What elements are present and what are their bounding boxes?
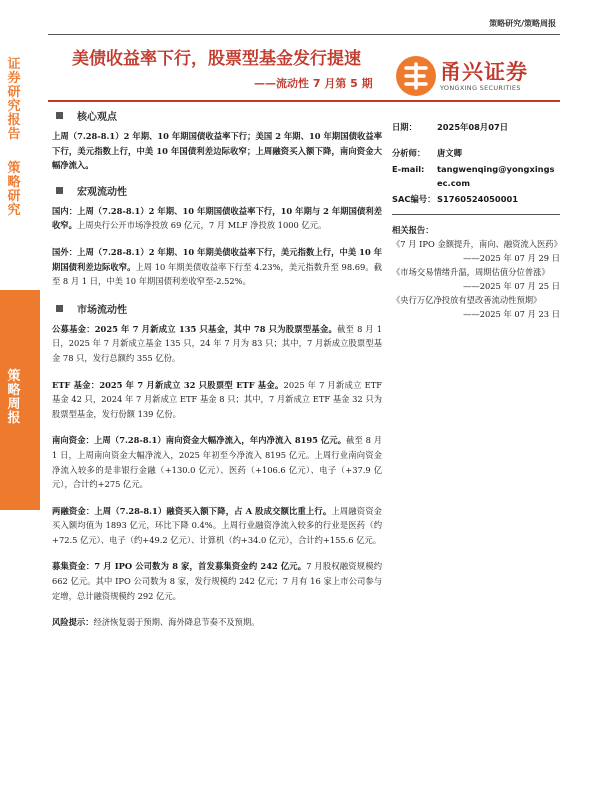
section-macro-title bbox=[52, 183, 382, 198]
market-southbound-headline: 南向资金：上周（7.28-8.1）南向资金大幅净流入，年内净流入 8195 亿元。 bbox=[52, 435, 347, 446]
sidebar-label-strategy: 策略研究 bbox=[7, 161, 21, 218]
related-report-title: 《市场交易情绪升温，周期估值分位普涨》 bbox=[392, 267, 550, 277]
bullet-square-icon bbox=[56, 305, 63, 312]
company-logo bbox=[392, 50, 572, 100]
related-report-date: ——2025 年 07 月 23 日 bbox=[463, 309, 560, 319]
bullet-square-icon bbox=[56, 112, 63, 119]
info-panel bbox=[392, 120, 560, 321]
sac-row bbox=[392, 192, 560, 206]
analyst-name: 唐文卿 bbox=[437, 148, 462, 158]
related-report-title: 《央行万亿净投放有望改善流动性预期》 bbox=[392, 295, 542, 305]
bullet-square-icon bbox=[56, 187, 63, 194]
market-margin-body: 上周融资资金买入额均值为 1893 亿元，环比下降 0.4%。上周行业融资净流入较多的行业是医药（约+72.5 亿元）、电子（约+49.2 亿元）、计算机（约+34.0 亿元），合计约+155.6 亿元。 bbox=[52, 505, 382, 545]
risk-warning bbox=[52, 615, 382, 630]
sac-label: SAC编号： bbox=[392, 194, 436, 204]
related-report-item[interactable] bbox=[392, 237, 560, 265]
market-margin-headline: 两融资金：上周（7.28-8.1）融资买入额下降，占 A 股成交额比重上行。 bbox=[52, 505, 332, 516]
macro-domestic bbox=[52, 204, 382, 233]
market-southbound-body: 截至 8 月 1 日，上周南向资金大幅净流入，2025 年初至今净流入 8195 亿元。上周行业南向资金净流入较多的是非银行金融（+130.0 亿元）、医药（+106.6 亿元）、电子（+37.9 亿元），合计约+275 亿元。 bbox=[52, 435, 382, 490]
related-reports-title: 相关报告： bbox=[392, 225, 434, 235]
header-divider bbox=[48, 100, 560, 102]
report-title: 美债收益率下行，股票型基金发行提速 bbox=[72, 49, 361, 69]
macro-domestic-body: 上周央行公开市场净投放 69 亿元，7 月 MLF 净投放 1000 亿元。 bbox=[76, 220, 327, 231]
core-view-text: 上周（7.28-8.1）2 年期、10 年期国债收益率下行；美国 2 年期、10 年期国债收益率下行，美元指数上行，中美 10 年国债利差边际收窄；上周融资买入额下降，南向资金大幅净流入。 bbox=[52, 131, 382, 171]
sidebar-label-research-report: 证券研究报告 bbox=[7, 57, 21, 142]
section-core-title bbox=[52, 108, 382, 123]
logo-name: 甬兴证券 bbox=[440, 60, 528, 84]
market-southbound bbox=[52, 433, 382, 491]
market-public-funds-body: 截至 8 月 1 日，2025 年 7 月新成立基金 135 只，24 年 7 月为 83 只；其中，7 月新成立股票型基金 78 只，发行总额约 355 亿份。 bbox=[52, 323, 382, 363]
related-report-title: 《7 月 IPO 金额提升，南向、融资流入医药》 bbox=[392, 239, 562, 249]
related-report-date: ——2025 年 07 月 29 日 bbox=[463, 253, 560, 263]
risk-label: 风险提示： bbox=[52, 617, 94, 628]
email-label: E-mail: bbox=[392, 164, 425, 174]
sidebar bbox=[0, 0, 40, 800]
logo-english-name: YONGXING SECURITIES bbox=[440, 84, 521, 92]
info-divider bbox=[392, 214, 560, 215]
report-subtitle: ——流动性 7 月第 5 期 bbox=[254, 77, 373, 90]
sidebar-label-weekly: 策略周报 bbox=[7, 369, 21, 426]
top-divider bbox=[48, 34, 560, 35]
date-label: 日期： bbox=[392, 122, 417, 132]
section-market-label: 市场流动性 bbox=[77, 304, 127, 316]
date-value: 2025年08月07日 bbox=[437, 122, 509, 132]
section-macro-label: 宏观流动性 bbox=[77, 186, 127, 198]
section-core-label: 核心观点 bbox=[77, 112, 117, 123]
main-content bbox=[52, 108, 382, 630]
related-report-item[interactable] bbox=[392, 265, 560, 293]
market-margin bbox=[52, 504, 382, 548]
market-fundraising bbox=[52, 559, 382, 603]
related-report-date: ——2025 年 07 月 25 日 bbox=[463, 281, 560, 291]
macro-foreign-body: 上周 10 年期美债收益率下行至 4.23%，美元指数升至 98.69。截至 8 月 1 日，中美 10 年期国债利差收窄至-2.52%。 bbox=[52, 261, 382, 287]
analyst-label: 分析师： bbox=[392, 148, 426, 158]
market-public-funds bbox=[52, 322, 382, 366]
market-etf-headline: ETF 基金：2025 年 7 月新成立 32 只股票型 ETF 基金。 bbox=[52, 379, 284, 390]
sidebar-top bbox=[0, 0, 40, 290]
sac-value: S1760524050001 bbox=[437, 194, 519, 204]
macro-foreign bbox=[52, 245, 382, 289]
market-fundraising-headline: 募集资金：7 月 IPO 公司数为 8 家，首发募集资金约 242 亿元。 bbox=[52, 561, 307, 572]
report-category: 策略研究/策略周报 bbox=[489, 19, 556, 28]
market-etf bbox=[52, 378, 382, 422]
risk-text: 经济恢复弱于预期、海外降息节奏不及预期。 bbox=[93, 617, 260, 628]
macro-foreign-headline: 国外：上周（7.28-8.1）2 年期、10 年期美债收益率下行，美元指数上行，中美 10 年期国债利差边际收窄。 bbox=[52, 246, 382, 272]
date-row bbox=[392, 120, 560, 134]
analyst-row bbox=[392, 146, 560, 160]
macro-domestic-headline: 国内：上周（7.28-8.1）2 年期、10 年期国债收益率下行，10 年期与 2 年期国债利差收窄。 bbox=[52, 205, 382, 231]
market-fundraising-body: 7 月股权融资规模约 662 亿元。其中 IPO 公司数为 8 家，发行规模约 242 亿元；7 月有 16 家上市公司参与定增，总计融资规模约 292 亿元。 bbox=[52, 561, 382, 601]
logo-mark-icon bbox=[394, 54, 438, 98]
market-etf-body: 2025 年 7 月新成立 ETF 基金 42 只，2024 年 7 月新成立 ETF 基金 8 只；其中，7 月新成立 ETF 基金 32 只为股票型基金，发行份额 139 亿份。 bbox=[52, 379, 382, 419]
email-value[interactable]: tangwenqing@yongxingsec.com bbox=[437, 164, 555, 188]
email-row bbox=[392, 162, 560, 190]
section-market-title bbox=[52, 301, 382, 316]
market-public-funds-headline: 公募基金：2025 年 7 月新成立 135 只基金，其中 78 只为股票型基金。 bbox=[52, 323, 338, 334]
related-report-item[interactable] bbox=[392, 293, 560, 321]
